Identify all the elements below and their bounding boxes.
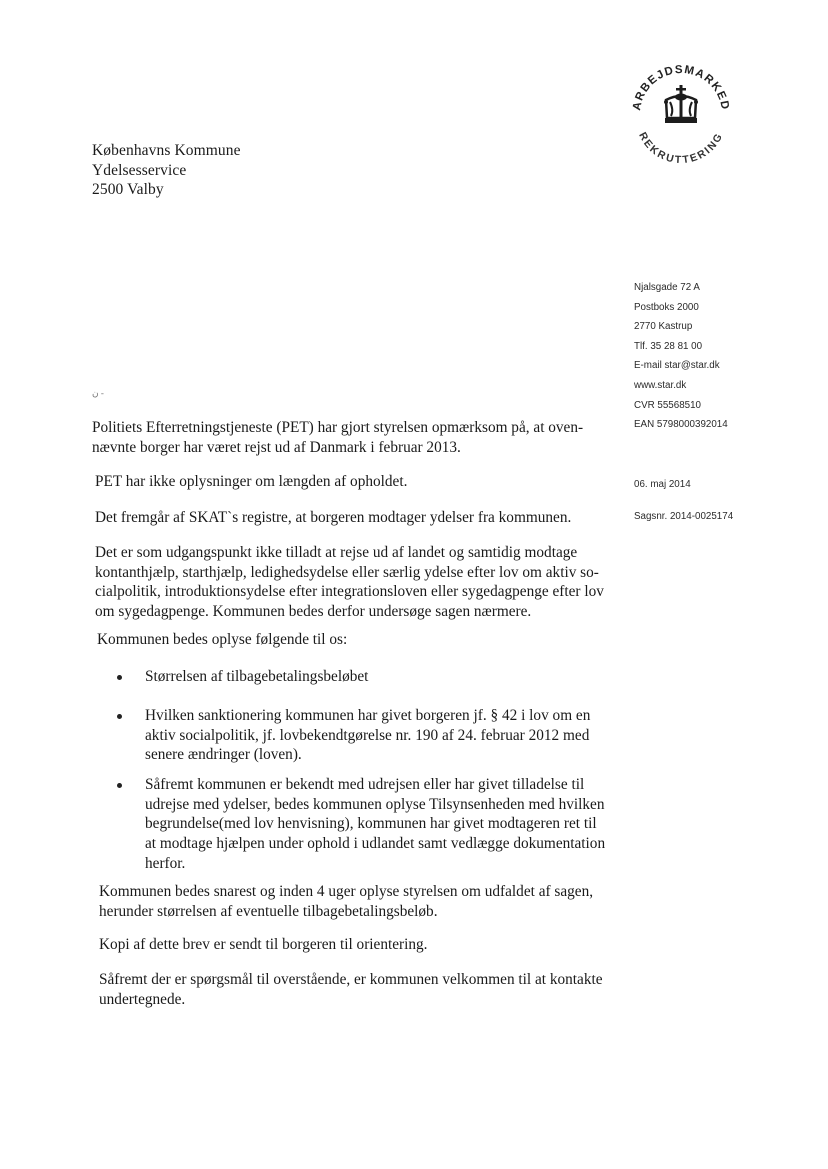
letter-date: 06. maj 2014 — [634, 479, 691, 490]
text-line: Kopi af dette brev er sendt til borgeren til orientering. — [99, 936, 428, 953]
paragraph-pet-duration — [95, 472, 407, 492]
paragraph-rules — [95, 543, 604, 622]
paragraph-request-intro — [97, 630, 347, 650]
text-line: undertegnede. — [99, 990, 186, 1008]
text-line: Såfremt der er spørgsmål til overstående, er kommunen velkommen til at kontakte — [99, 971, 603, 988]
text-line: Størrelsen af tilbagebetalingsbeløbet — [145, 668, 369, 685]
list-item — [117, 775, 605, 874]
text-line: Det fremgår af SKAT`s registre, at borgeren modtager ydelser fra kommunen. — [95, 509, 572, 526]
text-line: udrejse med ydelser, bedes kommunen oplyse Tilsynsenheden med hvilken — [145, 795, 605, 813]
text-line: Såfremt kommunen er bekendt med udrejsen eller har givet tilladelse til — [145, 776, 585, 793]
paragraph-copy-notice — [99, 935, 428, 955]
crown-icon — [622, 52, 740, 170]
text-line: Kommunen bedes oplyse følgende til os: — [97, 631, 348, 648]
text-line: senere ændringer (loven). — [145, 746, 302, 764]
request-list — [117, 706, 590, 765]
logo-bottom-text: REKRUTTERING — [636, 130, 726, 167]
logo-top-text: ARBEJDSMARKED — [631, 63, 731, 112]
text-line: Hvilken sanktionering kommunen har givet borgeren jf. § 42 i lov om en — [145, 707, 591, 724]
recipient-city: 2500 Valby — [92, 181, 164, 198]
case-number: Sagsnr. 2014-0025174 — [634, 511, 734, 522]
text-line: at modtage hjælpen under ophold i udlandet samt vedlægge dokumentation — [145, 835, 606, 853]
sender-postal: 2770 Kastrup — [634, 321, 693, 333]
bullet-icon — [117, 714, 122, 719]
bullet-icon — [117, 783, 122, 788]
sender-pobox: Postboks 2000 — [634, 301, 699, 313]
sender-cvr: CVR 55568510 — [634, 399, 701, 411]
text-line: Det er som udgangspunkt ikke tilladt at rejse ud af landet og samtidig modtage — [95, 544, 578, 561]
paragraph-deadline — [99, 882, 593, 921]
sender-ean: EAN 5798000392014 — [634, 419, 728, 431]
recipient-address — [92, 141, 241, 200]
list-item — [117, 706, 590, 765]
sender-street: Njalsgade 72 A — [634, 282, 700, 293]
recipient-name: Københavns Kommune — [92, 142, 241, 159]
text-line: om sygedagpenge. Kommunen bedes derfor undersøge sagen nærmere. — [95, 603, 532, 621]
request-list — [117, 775, 605, 874]
text-line: cialpolitik, introduktionsydelse efter integrationsloven eller sygedagpenge efter lov — [95, 583, 604, 601]
recipient-department: Ydelsesservice — [92, 161, 187, 179]
svg-text:REKRUTTERING — [636, 130, 726, 166]
bullet-icon — [117, 675, 122, 680]
sender-website: www.star.dk — [634, 379, 687, 391]
text-line: kontanthjælp, starthjælp, ledighedsydelse eller særlig ydelse efter lov om aktiv so- — [95, 563, 599, 581]
paragraph-pet-notice — [92, 418, 583, 457]
paragraph-contact — [99, 970, 603, 1009]
redacted-fragment: ن - — [92, 388, 104, 398]
sender-email: E-mail star@star.dk — [634, 360, 720, 372]
agency-logo — [622, 52, 740, 170]
sender-contact-block — [634, 278, 728, 435]
text-line: aktiv socialpolitik, jf. lovbekendtgørelse nr. 190 af 24. februar 2012 med — [145, 726, 590, 744]
text-line: Kommunen bedes snarest og inden 4 uger oplyse styrelsen om udfaldet af sagen, — [99, 883, 594, 900]
text-line: herfor. — [145, 854, 186, 872]
request-list — [117, 667, 368, 687]
text-line: begrundelse(med lov henvisning), kommunen har givet modtageren ret til — [145, 815, 597, 833]
text-line: PET har ikke oplysninger om længden af opholdet. — [95, 473, 408, 490]
text-line: nævnte borger har været rejst ud af Danmark i februar 2013. — [92, 438, 461, 456]
text-line: Politiets Efterretningstjeneste (PET) har gjort styrelsen opmærksom på, at oven- — [92, 419, 584, 436]
paragraph-skat-registry — [95, 508, 571, 528]
sender-phone: Tlf. 35 28 81 00 — [634, 340, 703, 352]
list-item — [117, 667, 368, 687]
text-line: herunder størrelsen af eventuelle tilbagebetalingsbeløb. — [99, 902, 438, 920]
